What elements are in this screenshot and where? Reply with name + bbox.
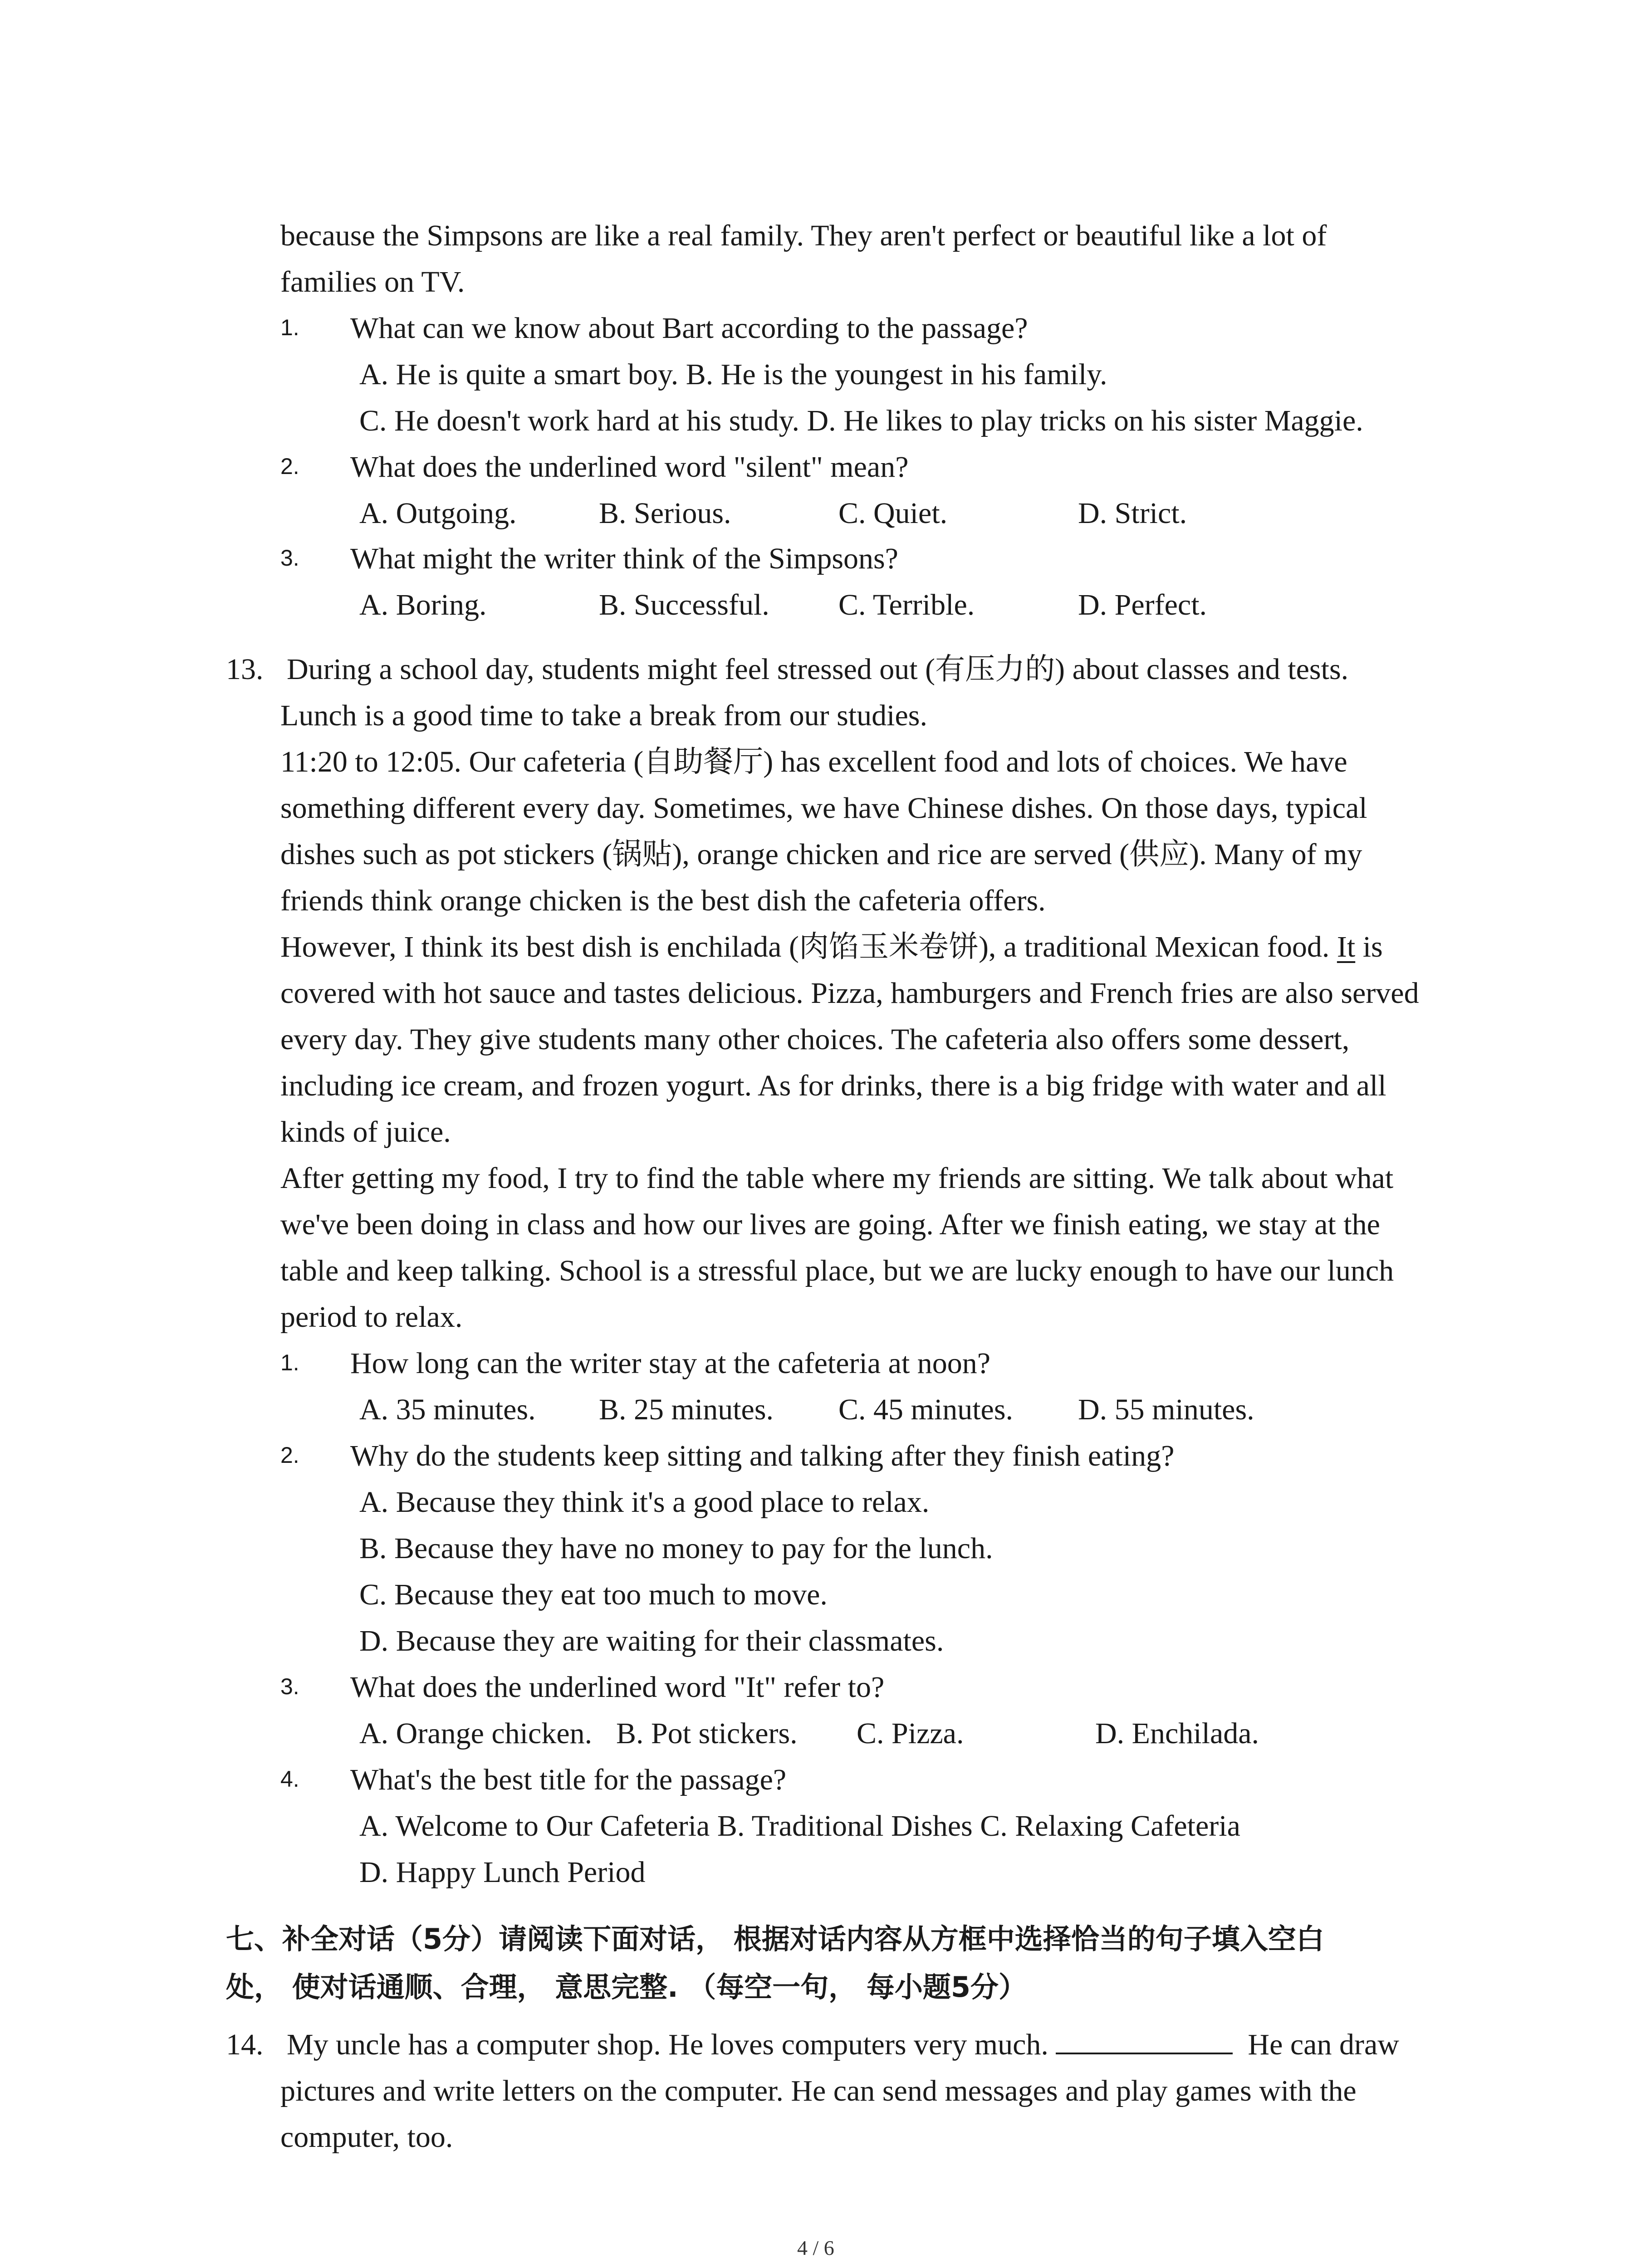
question-stem: What does the underlined word "It" refer to? xyxy=(350,1671,885,1704)
question-number: 2. xyxy=(280,1442,299,1468)
passage13-line-3: 11:20 to 12:05. Our cafeteria (自助餐厅) has excellent food and lots of choices. We have xyxy=(280,745,1347,778)
passage13-line-7-text: However, I think its best dish is enchilada (肉馅玉米卷饼), a traditional Mexican food. xyxy=(280,930,1337,963)
option-d: D. Enchilada. xyxy=(1095,1717,1259,1750)
question-stem: Why do the students keep sitting and talking after they finish eating? xyxy=(350,1439,1175,1472)
passage13-line-12: After getting my food, I try to find the table where my friends are sitting. We talk about what xyxy=(280,1162,1394,1195)
section-heading-line-2: 处， 使对话通顺、合理， 意思完整. （每空一句， 每小题5分） xyxy=(226,1970,1027,2004)
section-heading-line-1: 七、补全对话（5分）请阅读下面对话， 根据对话内容从方框中选择恰当的句子填入空白 xyxy=(226,1922,1324,1955)
option-d: D. Perfect. xyxy=(1078,588,1207,621)
page-number: 4 / 6 xyxy=(797,2236,834,2259)
option-c: C. Pizza. xyxy=(857,1717,964,1750)
options-row: A. He is quite a smart boy. B. He is the youngest in his family. xyxy=(359,358,1107,391)
option-a: A. Because they think it's a good place to relax. xyxy=(359,1486,930,1519)
passage12-line-1: because the Simpsons are like a real family. They aren't perfect or beautiful like a lot of xyxy=(280,219,1327,252)
question-stem: How long can the writer stay at the cafeteria at noon? xyxy=(350,1347,991,1380)
passage13-line-9: every day. They give students many other choices. The cafeteria also offers some dessert, xyxy=(280,1023,1350,1056)
option-b: B. 25 minutes. xyxy=(599,1393,774,1426)
question-number: 3. xyxy=(280,545,299,571)
option-b: B. Serious. xyxy=(599,497,731,530)
passage13-line-13: we've been doing in class and how our lives are going. After we finish eating, we stay at the xyxy=(280,1208,1380,1241)
passage14-line-1-tail: He can draw xyxy=(1248,2028,1399,2061)
passage13-line-11: kinds of juice. xyxy=(280,1115,451,1149)
options-row: D. Happy Lunch Period xyxy=(359,1856,646,1889)
passage14-line-1 xyxy=(287,2022,1399,2068)
passage13-line-14: table and keep talking. School is a stressful place, but we are lucky enough to have our lunch xyxy=(280,1254,1394,1287)
passage-number: 14. xyxy=(226,2028,264,2061)
option-d: D. Because they are waiting for their classmates. xyxy=(359,1624,944,1657)
question-number: 2. xyxy=(280,454,299,479)
question-number: 1. xyxy=(280,1350,299,1375)
passage13-line-15: period to relax. xyxy=(280,1300,463,1334)
option-c: C. Because they eat too much to move. xyxy=(359,1578,828,1611)
passage13-line-8: covered with hot sauce and tastes delicious. Pizza, hamburgers and French fries are also served xyxy=(280,977,1419,1010)
question-stem: What can we know about Bart according to the passage? xyxy=(350,312,1028,345)
question-number: 1. xyxy=(280,315,299,340)
option-a: A. Orange chicken. xyxy=(359,1717,593,1750)
question-number: 4. xyxy=(280,1766,299,1792)
question-stem: What does the underlined word "silent" mean? xyxy=(350,450,909,484)
options-row: A. Welcome to Our Cafeteria B. Traditional Dishes C. Relaxing Cafeteria xyxy=(359,1809,1240,1843)
answer-blank[interactable] xyxy=(1056,2025,1233,2054)
option-d: D. 55 minutes. xyxy=(1078,1393,1254,1426)
passage14-line-2: pictures and write letters on the computer. He can send messages and play games with the xyxy=(280,2074,1357,2107)
question-stem: What might the writer think of the Simpsons? xyxy=(350,542,898,575)
passage-number: 13. xyxy=(226,653,264,686)
question-number: 3. xyxy=(280,1674,299,1699)
option-c: C. Quiet. xyxy=(838,497,948,530)
option-b: B. Because they have no money to pay for the lunch. xyxy=(359,1532,993,1565)
option-b: B. Pot stickers. xyxy=(616,1717,798,1750)
passage14-line-1-text: My uncle has a computer shop. He loves computers very much. xyxy=(287,2028,1048,2061)
underlined-word-it: It xyxy=(1337,930,1356,963)
question-stem: What's the best title for the passage? xyxy=(350,1763,787,1796)
passage13-line-7 xyxy=(280,924,1383,970)
passage13-line-7-tail: is xyxy=(1355,930,1383,963)
option-a: A. 35 minutes. xyxy=(359,1393,536,1426)
passage14-line-3: computer, too. xyxy=(280,2121,453,2154)
passage13-line-2: Lunch is a good time to take a break from our studies. xyxy=(280,699,927,732)
passage13-line-4: something different every day. Sometimes, we have Chinese dishes. On those days, typical xyxy=(280,792,1367,825)
passage12-line-2: families on TV. xyxy=(280,265,465,298)
option-d: D. Strict. xyxy=(1078,497,1187,530)
option-c: C. 45 minutes. xyxy=(838,1393,1014,1426)
passage13-line-1: During a school day, students might feel stressed out (有压力的) about classes and tests. xyxy=(287,653,1349,686)
passage13-line-6: friends think orange chicken is the best dish the cafeteria offers. xyxy=(280,884,1046,917)
passage13-line-5: dishes such as pot stickers (锅贴), orange chicken and rice are served (供应). Many of my xyxy=(280,838,1362,871)
passage13-line-10: including ice cream, and frozen yogurt. As for drinks, there is a big fridge with water and all xyxy=(280,1069,1386,1102)
option-a: A. Outgoing. xyxy=(359,497,517,530)
option-b: B. Successful. xyxy=(599,588,769,621)
option-a: A. Boring. xyxy=(359,588,487,621)
option-c: C. Terrible. xyxy=(838,588,975,621)
options-row: C. He doesn't work hard at his study. D. He likes to play tricks on his sister Maggie. xyxy=(359,404,1363,437)
